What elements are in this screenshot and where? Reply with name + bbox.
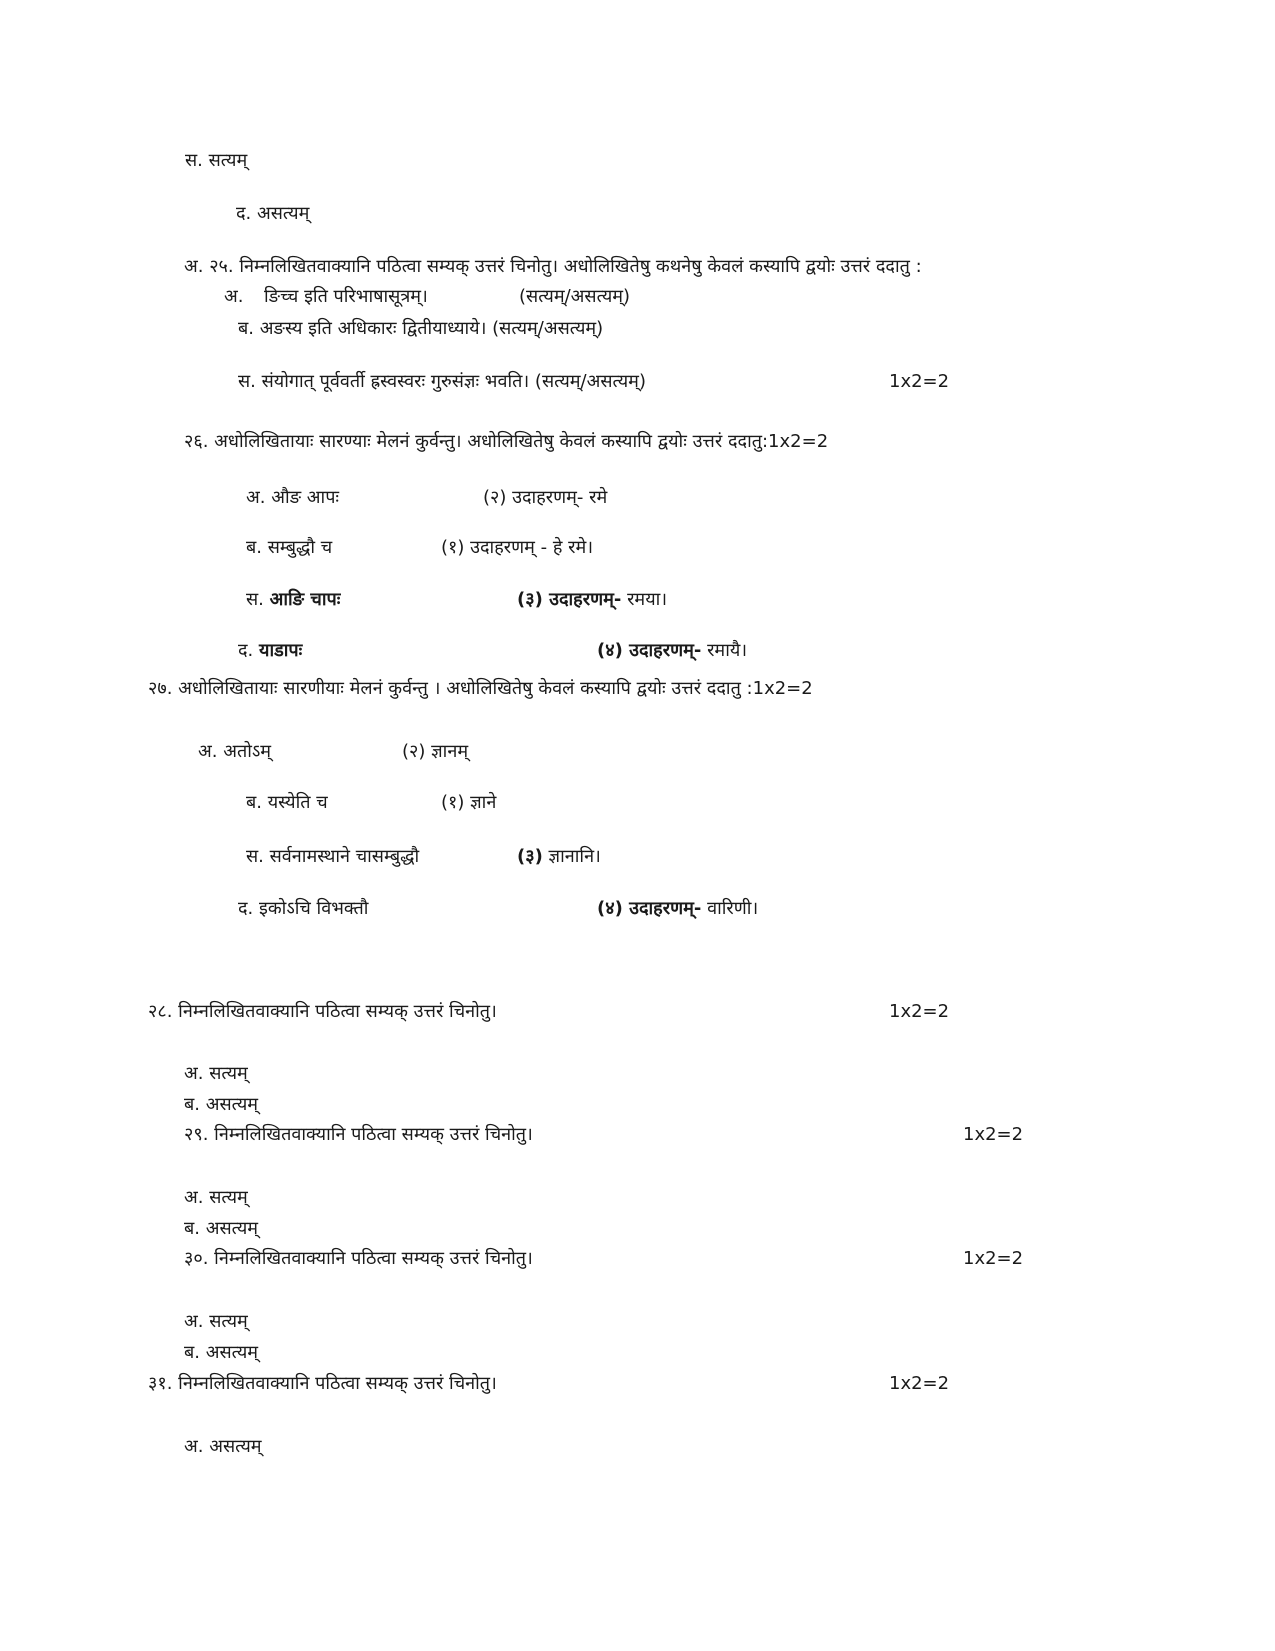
q26-b-left: ब. सम्बुद्धौ च bbox=[246, 537, 333, 558]
q27-d-example-label: (४) उदाहरणम्- bbox=[597, 898, 702, 919]
q26-b-right: (१) उदाहरणम् - हे रमे। bbox=[441, 537, 594, 558]
q25-s: स. संयोगात् पूर्ववर्ती ह्रस्वस्वरः गुरुसंज्ञः भवति। (सत्यम्/असत्यम्) bbox=[238, 371, 646, 392]
q25-marks: 1x2=2 bbox=[889, 371, 950, 392]
q27-a-left: अ. अतोऽम् bbox=[198, 741, 272, 762]
q26-d-prefix: द. bbox=[238, 640, 260, 661]
q29-marks: 1x2=2 bbox=[963, 1124, 1024, 1145]
q26-d-example-label: (४) उदाहरणम्- bbox=[597, 640, 702, 661]
q28-a: अ. सत्यम् bbox=[184, 1063, 248, 1084]
q26-a-right: (२) उदाहरणम्- रमे bbox=[483, 487, 608, 508]
q25-b: ब. अङस्य इति अधिकारः द्वितीयाध्याये। (सत्यम्/असत्यम्) bbox=[238, 318, 604, 339]
q28-b: ब. असत्यम् bbox=[184, 1094, 259, 1115]
answer-da: द. असत्यम् bbox=[236, 203, 310, 224]
q25-a-text: ङिच्च इति परिभाषासूत्रम्। bbox=[264, 286, 428, 307]
q27-s-right bbox=[517, 846, 601, 868]
q30-a: अ. सत्यम् bbox=[184, 1311, 248, 1332]
q31-marks: 1x2=2 bbox=[889, 1373, 950, 1394]
q26-d-right bbox=[597, 640, 747, 662]
q26-d-example: रमायै। bbox=[701, 640, 748, 661]
q30-title: ३०. निम्नलिखितवाक्यानि पठित्वा सम्यक् उत्तरं चिनोतु। bbox=[184, 1248, 533, 1269]
q26-a-left: अ. औङ आपः bbox=[246, 487, 340, 508]
q26-d-left bbox=[238, 640, 302, 662]
q26-s-right bbox=[517, 589, 667, 611]
q27-b-left: ब. यस्येति च bbox=[246, 792, 328, 813]
q27-s-number: (३) bbox=[517, 846, 543, 867]
q30-b: ब. असत्यम् bbox=[184, 1342, 259, 1363]
q30-marks: 1x2=2 bbox=[963, 1248, 1024, 1269]
q27-a-right: (२) ज्ञानम् bbox=[402, 741, 469, 762]
q29-title: २९. निम्नलिखितवाक्यानि पठित्वा सम्यक् उत्तरं चिनोतु। bbox=[184, 1124, 533, 1145]
answer-sa: स. सत्यम् bbox=[185, 150, 248, 171]
q25-title: अ. २५. निम्नलिखितवाक्यानि पठित्वा सम्यक् उत्तरं चिनोतु। अधोलिखितेषु कथनेषु केवलं कस्यापि द्वयोः उत्तरं ददातु : bbox=[184, 256, 922, 277]
q26-s-example: रमया। bbox=[621, 589, 668, 610]
q27-s-left: स. सर्वनामस्थाने चासम्बुद्धौ bbox=[246, 846, 420, 867]
q27-d-right bbox=[597, 898, 758, 920]
q31-a: अ. असत्यम् bbox=[184, 1436, 262, 1457]
q27-title: २७. अधोलिखितायाः सारणीयाः मेलनं कुर्वन्तु । अधोलिखितेषु केवलं कस्यापि द्वयोः उत्तरं ददातु :1x2=2 bbox=[148, 678, 813, 699]
q26-s-example-label: (३) उदाहरणम्- bbox=[517, 589, 622, 610]
q28-title: २८. निम्नलिखितवाक्यानि पठित्वा सम्यक् उत्तरं चिनोतु। bbox=[148, 1001, 497, 1022]
q31-title: ३१. निम्नलिखितवाक्यानि पठित्वा सम्यक् उत्तरं चिनोतु। bbox=[148, 1373, 497, 1394]
q25-a-option: (सत्यम्/असत्यम्) bbox=[519, 286, 631, 307]
q29-a: अ. सत्यम् bbox=[184, 1187, 248, 1208]
q25-a-label: अ. bbox=[224, 286, 244, 307]
q27-d-example: वारिणी। bbox=[701, 898, 759, 919]
q27-b-right: (१) ज्ञाने bbox=[441, 792, 497, 813]
q27-s-example: ज्ञानानि। bbox=[542, 846, 601, 867]
q26-title: २६. अधोलिखितायाः सारण्याः मेलनं कुर्वन्तु। अधोलिखितेषु केवलं कस्यापि द्वयोः उत्तरं ददातु:1x2=2 bbox=[184, 431, 829, 452]
q29-b: ब. असत्यम् bbox=[184, 1218, 259, 1239]
q26-d-rule: याडापः bbox=[259, 640, 303, 661]
q26-s-rule: आङि चापः bbox=[269, 589, 341, 610]
q28-marks: 1x2=2 bbox=[889, 1001, 950, 1022]
q27-d-left: द. इकोऽचि विभक्तौ bbox=[238, 898, 369, 919]
q26-s-left bbox=[246, 589, 340, 611]
q26-s-prefix: स. bbox=[246, 589, 270, 610]
